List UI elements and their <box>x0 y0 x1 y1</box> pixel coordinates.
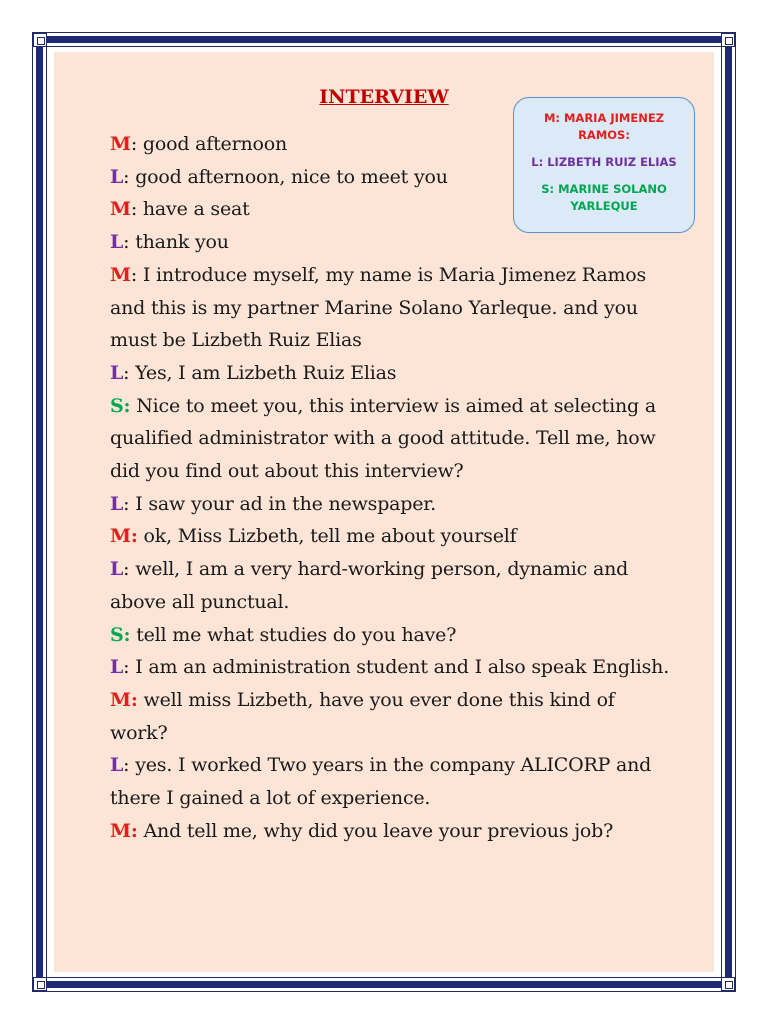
dialogue-text: yes. I worked Two years in the company ALICORP and there I gained a lot of experience. <box>110 754 652 810</box>
speaker-tag: L <box>110 656 124 679</box>
dialogue-line <box>110 815 670 848</box>
speaker-tag: L <box>110 165 124 188</box>
dialogue-line <box>110 161 670 194</box>
speaker-separator: : <box>123 165 130 188</box>
dialogue-text: good afternoon, nice to meet you <box>129 165 448 188</box>
dialogue-text: well miss Lizbeth, have you ever done this kind of work? <box>110 688 615 744</box>
corner-ornament-bottom-left <box>33 977 47 991</box>
dialogue-text: I am an administration student and I also speak English. <box>129 656 670 679</box>
corner-ornament-bottom-right <box>721 977 735 991</box>
speaker-separator: : <box>123 754 130 777</box>
dialogue-text: And tell me, why did you leave your previous job? <box>137 819 614 842</box>
dialogue-text: I saw your ad in the newspaper. <box>129 492 436 515</box>
speaker-tag: S <box>110 394 124 417</box>
dialogue-line <box>110 520 670 553</box>
speaker-tag: S <box>110 623 124 646</box>
speaker-tag: M <box>110 263 131 286</box>
speaker-separator: : <box>123 558 130 581</box>
dialogue-text: well, I am a very hard-working person, dynamic and above all punctual. <box>110 558 629 613</box>
dialogue-line <box>110 357 670 390</box>
dialogue-line <box>110 619 670 652</box>
legend-speaker-l: L: LIZBETH RUIZ ELIAS <box>531 155 677 169</box>
speaker-tag: M <box>110 198 131 221</box>
speaker-tag: M <box>110 525 131 548</box>
speaker-separator: : <box>123 361 130 384</box>
corner-ornament-top-right <box>721 33 735 47</box>
dialogue-line <box>110 193 670 226</box>
dialogue-text: tell me what studies do you have? <box>130 623 457 646</box>
speaker-separator: : <box>130 263 138 286</box>
speaker-separator: : <box>123 656 130 679</box>
speaker-separator: : <box>130 133 138 155</box>
speaker-separator: : <box>123 231 130 254</box>
dialogue-line <box>110 390 670 488</box>
dialogue-line <box>110 226 670 259</box>
dialogue-line <box>110 553 670 618</box>
speaker-separator: : <box>130 525 138 548</box>
dialogue-line <box>110 259 670 357</box>
corner-ornament-top-left <box>33 33 47 47</box>
speaker-separator: : <box>130 198 138 221</box>
dialogue-text: I introduce myself, my name is Maria Jimenez Ramos and this is my partner Marine Solano Yarleque. and you must be Lizbeth Ruiz Elias <box>110 263 647 352</box>
dialogue-text: Yes, I am Lizbeth Ruiz Elias <box>129 361 397 384</box>
legend-speaker-s: S: MARINE SOLANO YARLEQUE <box>541 182 667 213</box>
dialogue-text: good afternoon <box>137 133 288 155</box>
speaker-separator: : <box>123 623 131 646</box>
speaker-separator: : <box>123 394 131 417</box>
dialogue-transcript <box>110 128 670 847</box>
speaker-tag: L <box>110 361 124 384</box>
speaker-tag: L <box>110 558 124 581</box>
speaker-tag: L <box>110 754 124 777</box>
page-title-text: INTERVIEW <box>319 86 449 108</box>
dialogue-line <box>110 651 670 684</box>
dialogue-text: ok, Miss Lizbeth, tell me about yourself <box>137 525 517 548</box>
dialogue-line <box>110 488 670 521</box>
speaker-separator: : <box>123 492 130 515</box>
speaker-tag: M <box>110 688 131 711</box>
speaker-separator: : <box>130 688 138 711</box>
dialogue-text: Nice to meet you, this interview is aimed at selecting a qualified administrator with a good attitude. Tell me, how did you find out about this interview? <box>110 394 656 483</box>
dialogue-line <box>110 128 670 161</box>
speaker-tag: L <box>110 492 124 515</box>
dialogue-text: thank you <box>129 231 229 254</box>
dialogue-line <box>110 684 670 749</box>
legend-speaker-m: M: MARIA JIMENEZ RAMOS: <box>543 111 665 142</box>
speaker-tag: L <box>110 231 124 254</box>
speaker-separator: : <box>130 819 138 842</box>
dialogue-text: have a seat <box>137 198 250 221</box>
dialogue-line <box>110 749 670 814</box>
speaker-tag: M <box>110 133 131 155</box>
speaker-tag: M <box>110 819 131 842</box>
